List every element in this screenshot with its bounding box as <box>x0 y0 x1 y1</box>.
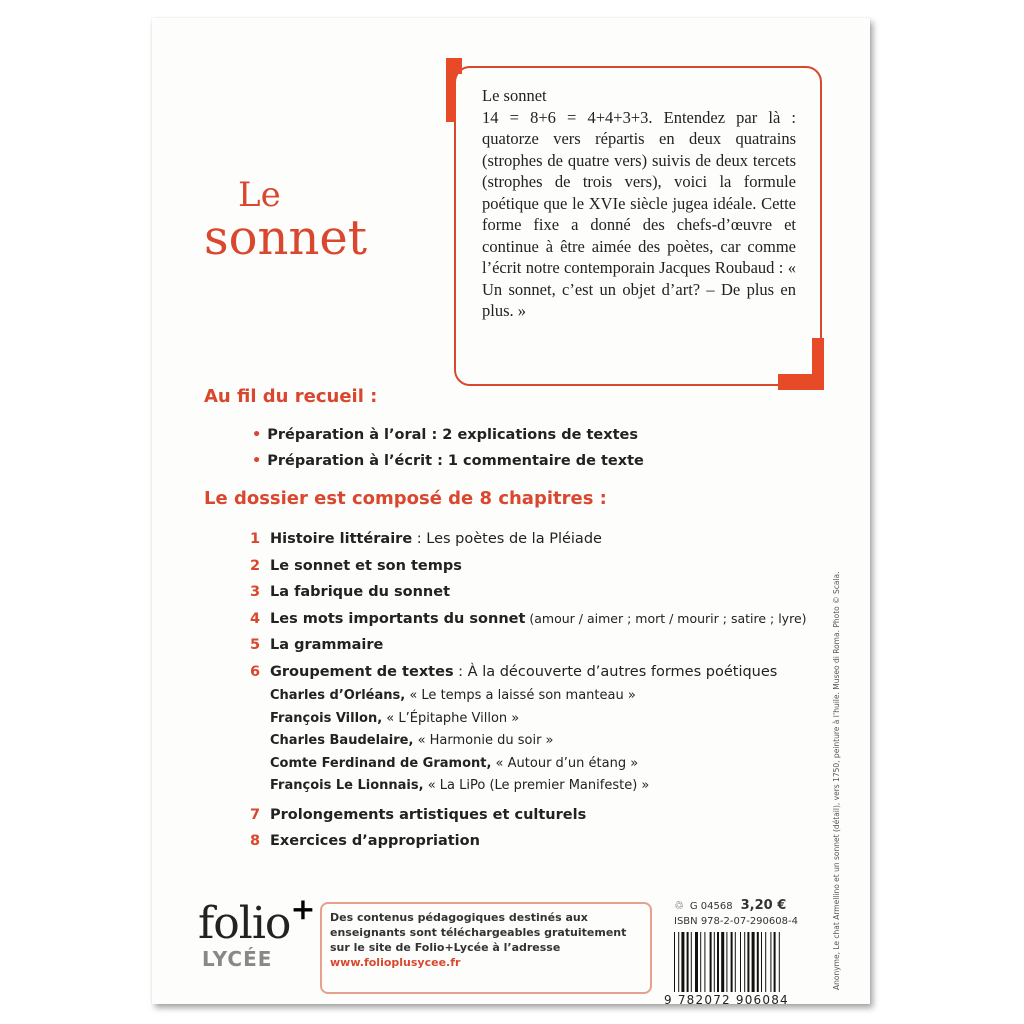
list-item: Charles Baudelaire, « Harmonie du soir » <box>270 733 554 748</box>
barcode-bar <box>687 932 689 992</box>
barcode-bar <box>691 932 692 992</box>
list-item: François Le Lionnais, « La LiPo (Le premier Manifeste) » <box>270 778 650 793</box>
chapter-item: 6 Groupement de textes : À la découverte d’autres formes poétiques <box>250 663 778 680</box>
chapter-item: 2 Le sonnet et son temps <box>250 557 462 574</box>
list-item: François Villon, « L’Épitaphe Villon » <box>270 710 520 726</box>
image-credit: Anonyme, Le chat Armellino et un sonnet (détail), vers 1750, peinture à l’huile. Museo di Roma. Photo © Scala. <box>832 571 841 990</box>
bullet-icon: • <box>252 427 262 443</box>
barcode-bar <box>674 932 675 992</box>
frame-corner-bottom-right-bar <box>812 338 824 390</box>
folio-lycee-logo: folio+ LYCÉE <box>198 892 316 971</box>
isbn: ISBN 978-2-07-290608-4 <box>674 916 798 927</box>
barcode-bar <box>752 932 755 992</box>
chapter-item: 4 Les mots importants du sonnet (amour / aimer ; mort / mourir ; satire ; lyre) <box>250 610 807 627</box>
barcode-bar <box>747 932 749 992</box>
group-texts-list <box>270 685 807 798</box>
barcode-bar <box>761 932 762 992</box>
title-line-2: sonnet <box>204 210 368 266</box>
product-code: G 04568 <box>689 901 733 912</box>
price-line <box>674 898 786 913</box>
barcode-bar <box>770 932 771 992</box>
chapter-item: 8 Exercices d’appropriation <box>250 833 480 849</box>
chapter-item: 7 Prolongements artistiques et culturels <box>250 806 587 823</box>
title-line-1: Le <box>238 175 281 215</box>
summary-heading: Le sonnet <box>482 86 547 105</box>
section-heading-dossier: Le dossier est composé de 8 chapitres : <box>204 488 607 509</box>
barcode-bar <box>700 932 701 992</box>
barcode-bar <box>726 932 727 992</box>
info-url: www.folioplusycee.fr <box>330 956 461 969</box>
barcode-bar <box>704 932 705 992</box>
frame-corner-top-left-bar <box>446 58 456 122</box>
summary-body: 14 = 8+6 = 4+4+3+3. Entendez par là : quatorze vers répartis en deux quatrains (strophes de quatre vers) suivis de deux tercets (strophes de trois vers), voici la formule poétique que le XVIe siècle jugea idéale. Cette forme fixe a donné des chefs-d’œuvre et continue à être aimée des poètes, car comme l’écrit notre contemporain Jacques Roubaud : « Un sonnet, c’est un objet d’art? – De plus en plus. » <box>482 107 796 320</box>
barcode-bar <box>779 932 780 992</box>
barcode-bar <box>765 932 766 992</box>
recycle-icon: ♲ <box>674 899 684 912</box>
back-cover <box>152 18 870 1007</box>
section-heading-recueil: Au fil du recueil : <box>204 386 378 407</box>
barcode-bar <box>735 932 736 992</box>
bullet-icon: • <box>252 453 262 469</box>
barcode-bar <box>695 932 698 992</box>
list-item: Charles d’Orléans, « Le temps a laissé son manteau » <box>270 688 636 703</box>
book-title <box>204 175 368 266</box>
list-item: Comte Ferdinand de Gramont, « Autour d’un étang » <box>270 755 639 771</box>
list-item: • Préparation à l’oral : 2 explications de textes <box>252 427 638 443</box>
barcode-bar <box>774 932 776 992</box>
barcode-bar <box>740 932 741 992</box>
barcode-bar <box>714 932 715 992</box>
chapter-item: 5 La grammaire <box>250 637 384 653</box>
barcode-bar <box>681 932 684 992</box>
recueil-list <box>252 422 644 474</box>
barcode <box>672 932 818 992</box>
barcode-bar <box>757 932 759 992</box>
barcode-bar <box>678 932 679 992</box>
barcode-bar <box>731 932 733 992</box>
barcode-bar <box>710 932 712 992</box>
barcode-bar <box>744 932 745 992</box>
chapter-item: 1 Histoire littéraire : Les poètes de la Pléiade <box>250 531 602 547</box>
chapter-list <box>250 526 807 855</box>
info-text: Des contenus pédagogiques destinés aux enseignants sont téléchargeables gratuitement sur le site de Folio+Lycée à l’adresse <box>330 911 627 954</box>
barcode-bar <box>717 932 719 992</box>
summary-text <box>482 85 796 322</box>
chapter-item: 3 La fabrique du sonnet <box>250 584 451 600</box>
price: 3,20 € <box>740 898 787 913</box>
list-item: • Préparation à l’écrit : 1 commentaire de texte <box>252 453 644 469</box>
ean-number: 9 782072 906084 <box>664 993 789 1007</box>
teacher-info-box <box>320 902 652 994</box>
barcode-bar <box>721 932 724 992</box>
